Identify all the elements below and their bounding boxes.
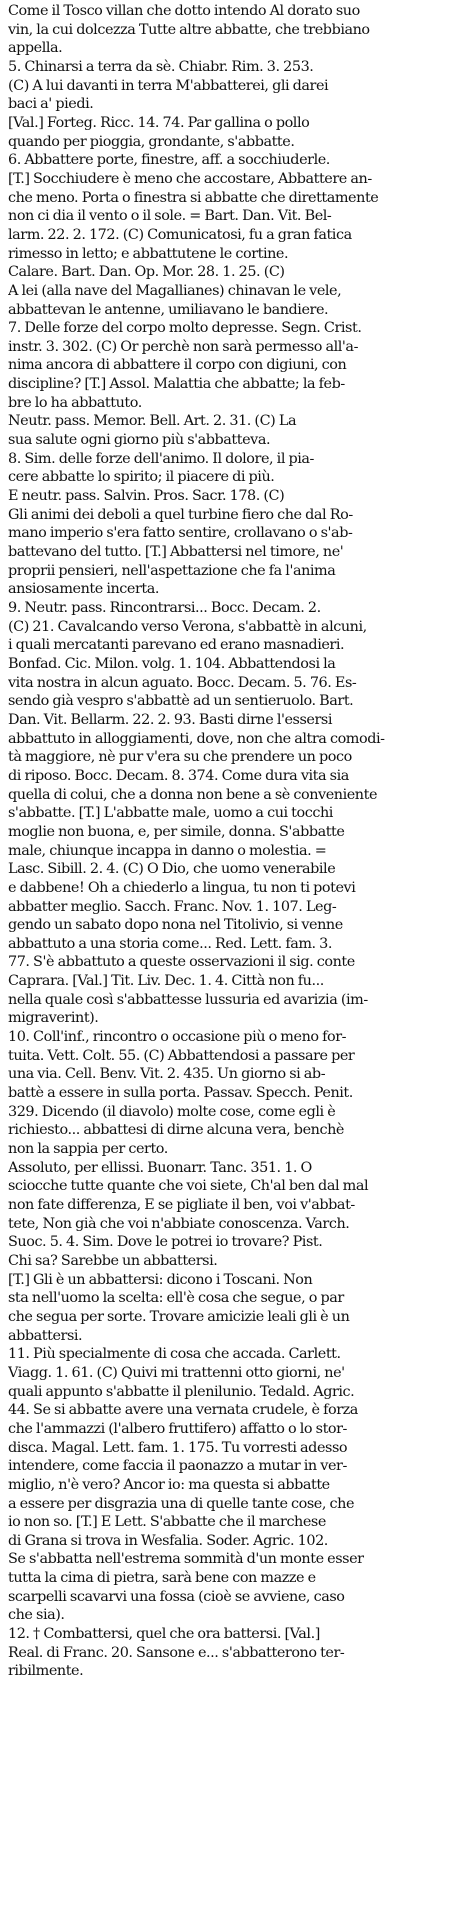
text-line: vin, la cui dolcezza Tutte altre abbatte, che trebbiano — [8, 21, 370, 38]
text-column — [8, 2, 462, 1681]
text-line: rimesso in letto; e abbattutene le cortine. — [8, 245, 289, 262]
text-line: quando per pioggia, grondante, s'abbatte. — [8, 133, 295, 150]
text-line: [Val.] Forteg. Ricc. 14. 74. Par gallina o pollo — [8, 114, 310, 131]
text-line: quella di colui, che a donna non bene a sè conveniente — [8, 786, 378, 803]
text-line: [T.] Gli è un abbattersi: dicono i Toscani. Non — [8, 1271, 313, 1288]
text-line: scarpelli scavarvi una fossa (cioè se avviene, caso — [8, 1588, 345, 1605]
text-line: tutta la cima di pietra, sarà bene con mazze e — [8, 1570, 316, 1587]
text-line: che segua per sorte. Trovare amicizie leali gli è un — [8, 1308, 350, 1325]
text-line: battè a essere in sulla porta. Passav. Specch. Penit. — [8, 1085, 353, 1102]
text-line: quali appunto s'abbatte il plenilunio. Tedald. Agric. — [8, 1383, 355, 1400]
text-line: intendere, come faccia il paonazzo a mutar in ver- — [8, 1458, 347, 1475]
text-line: di Grana si trova in Wesfalia. Soder. Agric. 102. — [8, 1532, 328, 1549]
text-line: E neutr. pass. Salvin. Pros. Sacr. 178. (C) — [8, 488, 285, 505]
text-line: una via. Cell. Benv. Vit. 2. 435. Un giorno si ab- — [8, 1066, 326, 1083]
text-line: i quali mercatanti parevano ed erano masnadieri. — [8, 637, 345, 654]
text-line: Viagg. 1. 61. (C) Quivi mi trattenni otto giorni, ne' — [8, 1364, 345, 1381]
text-line: abbattevan le antenne, umiliavano le bandiere. — [8, 301, 329, 318]
text-line: mano imperio s'era fatto sentire, crollavano o s'ab- — [8, 525, 353, 542]
text-line: nella quale così s'abbattesse lussuria ed avarizia (im- — [8, 991, 368, 1008]
text-line: 10. Coll'inf., rincontro o occasione più o meno for- — [8, 1029, 347, 1046]
text-line: (C) 21. Cavalcando verso Verona, s'abbattè in alcuni, — [8, 618, 367, 635]
text-line: abbattuto a una storia come... Red. Lett. fam. 3. — [8, 935, 333, 952]
text-line: 6. Abbattere porte, finestre, aff. a socchiuderle. — [8, 152, 330, 169]
text-line: gendo un sabato dopo nona nel Titolivio, si venne — [8, 917, 343, 934]
text-line: [T.] Socchiudere è meno che accostare, Abbattere an- — [8, 170, 372, 187]
text-line: abbattersi. — [8, 1327, 83, 1344]
text-line: ansiosamente incerta. — [8, 581, 159, 598]
text-line: discipline? [T.] Assol. Malattia che abbatte; la feb- — [8, 376, 345, 393]
text-line: Caprara. [Val.] Tit. Liv. Dec. 1. 4. Città non fu... — [8, 973, 324, 990]
text-line: Calare. Bart. Dan. Op. Mor. 28. 1. 25. (C) — [8, 264, 285, 281]
text-line: Lasc. Sibill. 2. 4. (C) O Dio, che uomo venerabile — [8, 861, 336, 878]
text-line: nima ancora di abbattere il corpo con digiuni, con — [8, 357, 347, 374]
text-line: Bonfad. Cic. Milon. volg. 1. 104. Abbattendosi la — [8, 655, 336, 672]
text-line: 11. Più specialmente di cosa che accada. Carlett. — [8, 1346, 341, 1363]
text-line: male, chiunque incappa in danno o molestia. = — [8, 842, 327, 859]
text-line: Assoluto, per ellissi. Buonarr. Tanc. 351. 1. O — [8, 1159, 312, 1176]
text-line: 77. S'è abbattuto a queste osservazioni il sig. conte — [8, 954, 355, 971]
text-line: cere abbatte lo spirito; il piacere di più. — [8, 469, 275, 486]
text-line: Suoc. 5. 4. Sim. Dove le potrei io trovare? Pist. — [8, 1234, 323, 1251]
text-line: appella. — [8, 40, 63, 57]
text-line: sendo già vespro s'abbattè ad un sentieruolo. Bart. — [8, 693, 354, 710]
text-line: 8. Sim. delle forze dell'animo. Il dolore, il pia- — [8, 450, 314, 467]
text-line: larm. 22. 2. 172. (C) Comunicatosi, fu a gran fatica — [8, 226, 352, 243]
text-line: che sia). — [8, 1607, 65, 1624]
text-line: non fate differenza, E se pigliate il ben, voi v'abbat- — [8, 1197, 355, 1213]
text-line: sta nell'uomo la scelta: ell'è cosa che segue, o par — [8, 1290, 344, 1307]
text-line: proprii pensieri, nell'aspettazione che fa l'anima — [8, 562, 336, 579]
text-line: abbattuto in alloggiamenti, dove, non che altra comodi- — [8, 730, 385, 747]
text-line: che l'ammazzi (l'albero fruttifero) affatto o lo stor- — [8, 1420, 347, 1437]
text-line: di riposo. Bocc. Decam. 8. 374. Come dura vita sia — [8, 767, 349, 784]
text-line: Real. di Franc. 20. Sansone e... s'abbatterono ter- — [8, 1644, 345, 1661]
text-line: vita nostra in alcun aguato. Bocc. Decam. 5. 76. Es- — [8, 674, 357, 691]
text-line: abbatter meglio. Sacch. Franc. Nov. 1. 107. Leg- — [8, 898, 337, 915]
text-line: disca. Magal. Lett. fam. 1. 175. Tu vorresti adesso — [8, 1439, 348, 1456]
text-line: 44. Se si abbatte avere una vernata crudele, è forza — [8, 1402, 358, 1419]
text-line: che meno. Porta o finestra si abbatte che direttamente — [8, 189, 379, 206]
text-line: battevano del tutto. [T.] Abbattersi nel timore, ne' — [8, 544, 344, 561]
text-line: moglie non buona, e, per simile, donna. S'abbatte — [8, 823, 345, 840]
text-line: non la sappia per certo. — [8, 1141, 168, 1158]
text-line: e dabbene! Oh a chiederlo a lingua, tu non ti potevi — [8, 879, 356, 896]
text-line: A lei (alla nave del Magallianes) chinavan le vele, — [8, 282, 342, 299]
text-line: Neutr. pass. Memor. Bell. Art. 2. 31. (C) La — [8, 413, 297, 430]
text-line: 7. Delle forze del corpo molto depresse. Segn. Crist. — [8, 320, 362, 337]
text-line: Come il Tosco villan che dotto intendo Al dorato suo — [8, 3, 360, 19]
text-line: ribilmente. — [8, 1663, 84, 1680]
text-line: richiesto... abbattesi di dirne alcuna vera, benchè — [8, 1122, 344, 1139]
text-line: 12. † Combattersi, quel che ora battersi. [Val.] — [8, 1626, 320, 1643]
text-line: migraverint). — [8, 1010, 99, 1027]
text-line: Se s'abbatta nell'estrema sommità d'un monte esser — [8, 1551, 364, 1568]
text-line: 329. Dicendo (il diavolo) molte cose, come egli è — [8, 1103, 336, 1120]
text-line: tuita. Vett. Colt. 55. (C) Abbattendosi a passare per — [8, 1047, 355, 1064]
text-line: Chi sa? Sarebbe un abbattersi. — [8, 1252, 218, 1269]
text-line: sciocche tutte quante che voi siete, Ch'al ben dal mal — [8, 1178, 369, 1195]
text-line: 5. Chinarsi a terra da sè. Chiabr. Rim. 3. 253. — [8, 58, 314, 75]
text-line: 9. Neutr. pass. Rincontrarsi... Bocc. Decam. 2. — [8, 600, 321, 616]
text-line: non ci dia il vento o il sole. = Bart. Dan. Vit. Bel- — [8, 208, 332, 225]
text-line: tete, Non già che voi n'abbiate conoscenza. Varch. — [8, 1215, 350, 1232]
text-line: Gli animi dei deboli a quel turbine fiero che dal Ro- — [8, 506, 353, 523]
text-line: a essere per disgrazia una di quelle tante cose, che — [8, 1495, 355, 1512]
text-line: (C) A lui davanti in terra M'abbatterei, gli darei — [8, 77, 329, 94]
text-line: miglio, n'è vero? Ancor io: ma questa si abbatte — [8, 1476, 330, 1493]
text-line: bre lo ha abbattuto. — [8, 394, 142, 411]
text-line: sua salute ogni giorno più s'abbatteva. — [8, 432, 271, 449]
text-line: baci a' piedi. — [8, 96, 94, 113]
text-line: tà maggiore, nè pur v'era su che prendere un poco — [8, 749, 352, 766]
text-line: Dan. Vit. Bellarm. 22. 2. 93. Basti dirne l'essersi — [8, 711, 333, 728]
text-line: instr. 3. 302. (C) Or perchè non sarà permesso all'a- — [8, 338, 358, 355]
text-line: s'abbatte. [T.] L'abbatte male, uomo a cui tocchi — [8, 805, 333, 822]
text-line: io non so. [T.] E Lett. S'abbatte che il marchese — [8, 1514, 326, 1531]
